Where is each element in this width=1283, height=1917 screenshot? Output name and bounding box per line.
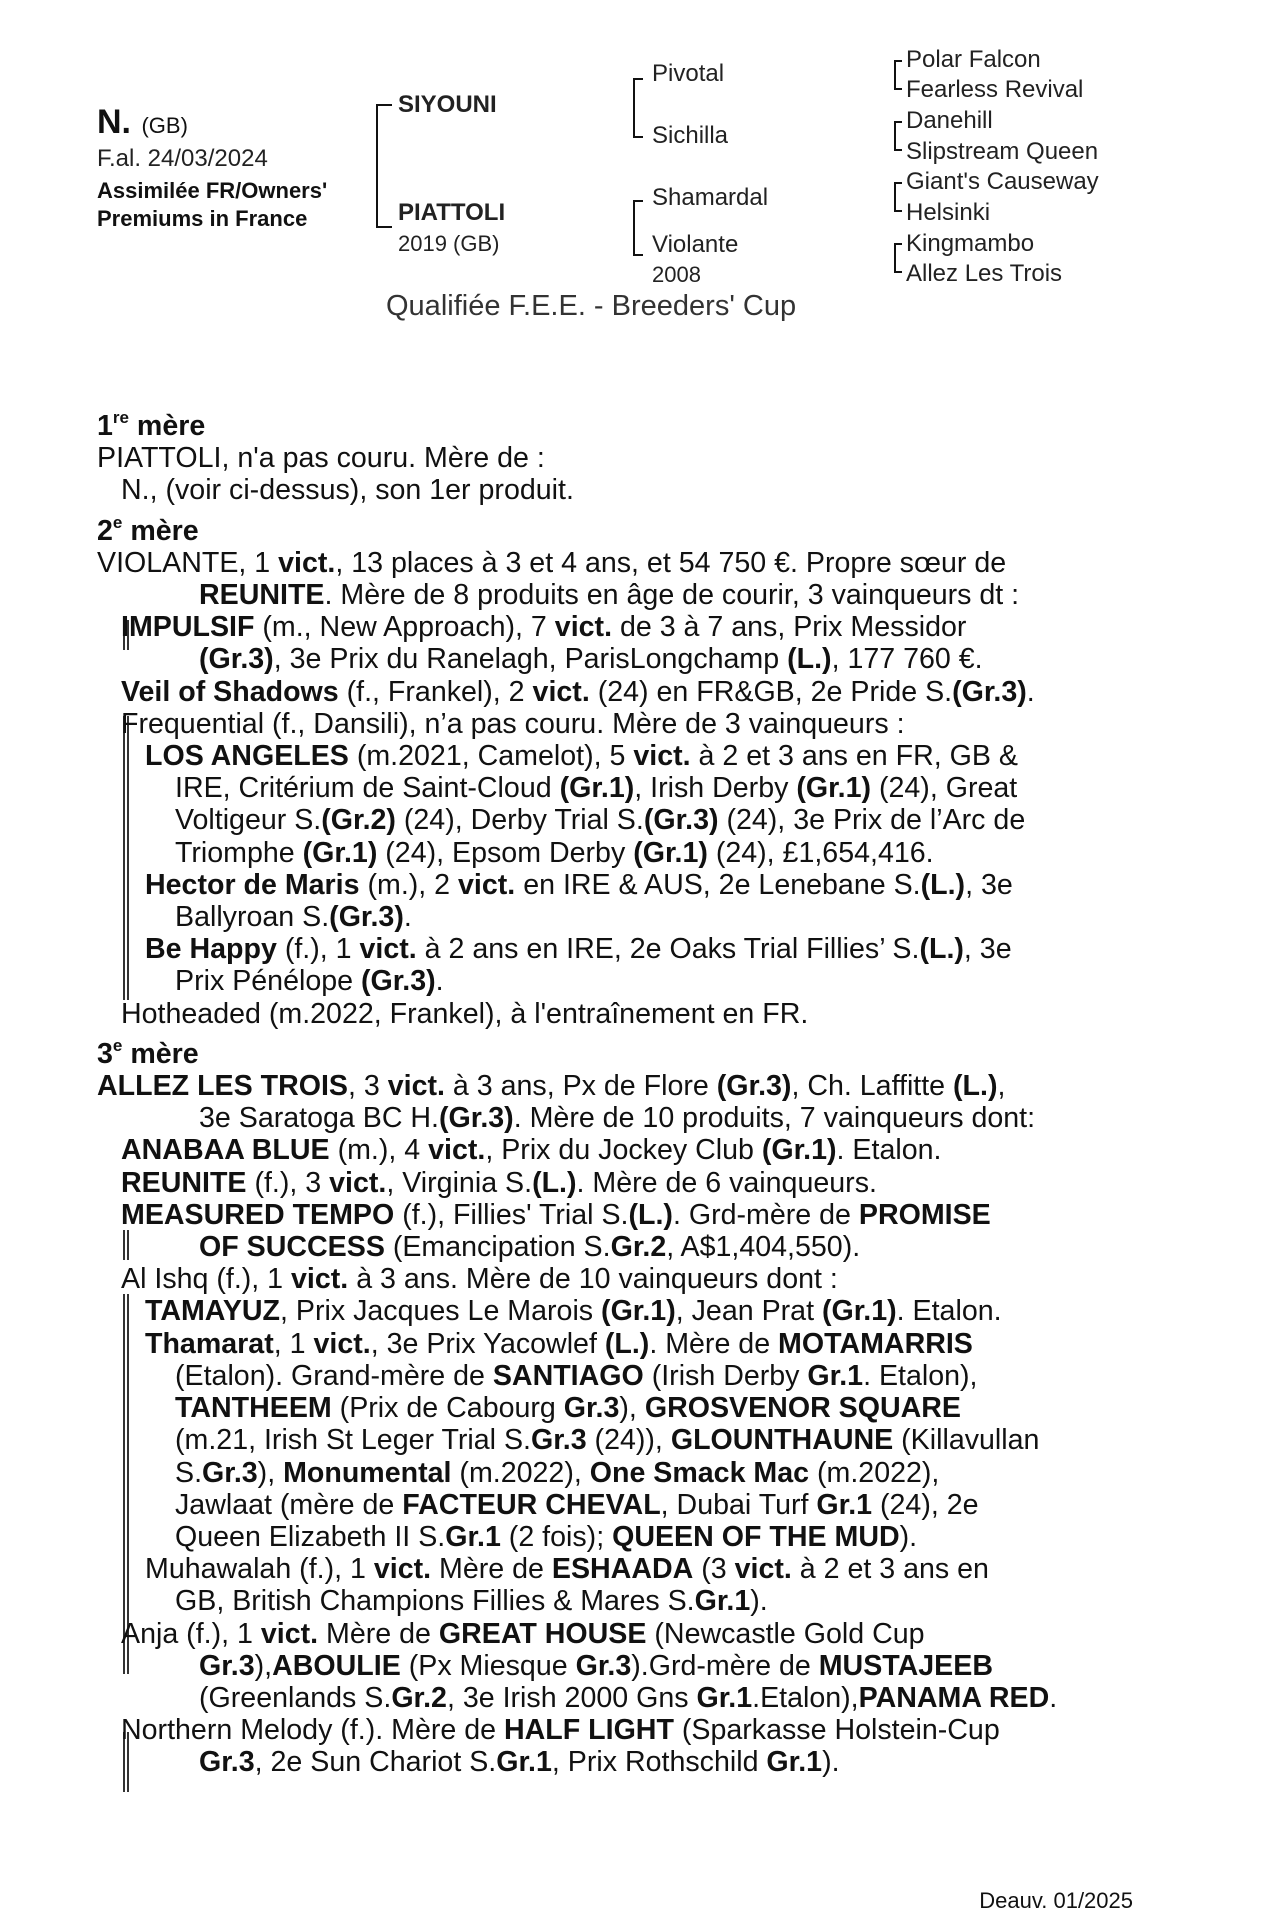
gen3-ancestor: Allez Les Trois (906, 260, 1063, 287)
text-line: ANABAA BLUE (m.), 4 vict., Prix du Jockey Club (Gr.1). Etalon. (121, 1134, 942, 1167)
bracket-gen2-sire (633, 78, 635, 138)
bracket-gen3-1-top (894, 60, 902, 62)
text-line: Prix Pénélope (Gr.3). (175, 965, 444, 998)
horse-origin: (GB) (141, 113, 188, 138)
section-title-3: 3e mère (97, 1035, 199, 1070)
gen3-ancestor: Polar Falcon (906, 46, 1041, 73)
text-line: Voltigeur S.(Gr.2) (24), Derby Trial S.(Gr.3) (24), 3e Prix de l’Arc de (175, 804, 1026, 837)
bracket-gen2-dam-bottom (633, 254, 643, 256)
text-line: Queen Elizabeth II S.Gr.1 (2 fois); QUEEN OF THE MUD). (175, 1520, 918, 1553)
foaled-date: F.al. 24/03/2024 (97, 145, 268, 172)
text-line: (Greenlands S.Gr.2, 3e Irish 2000 Gns Gr.1.Etalon),PANAMA RED. (199, 1681, 1058, 1714)
bracket-gen1 (376, 104, 378, 228)
gen3-ancestor: Kingmambo (906, 230, 1035, 257)
text-line: Gr.3, 2e Sun Chariot S.Gr.1, Prix Rothschild Gr.1). (199, 1746, 840, 1779)
text-line: REUNITE (f.), 3 vict., Virginia S.(L.). Mère de 6 vainqueurs. (121, 1166, 877, 1199)
text-line: Hotheaded (m.2022, Frankel), à l'entraînement en FR. (121, 997, 809, 1030)
text-line: Hector de Maris (m.), 2 vict. en IRE & AUS, 2e Lenebane S.(L.), 3e (145, 868, 1013, 901)
text-line: IRE, Critérium de Saint-Cloud (Gr.1), Irish Derby (Gr.1) (24), Great (175, 772, 1018, 805)
text-line: PIATTOLI, n'a pas couru. Mère de : (97, 442, 545, 475)
gen3-ancestor: Danehill (906, 107, 993, 134)
bracket-gen3-2 (894, 121, 896, 151)
bracket-gen3-3-bottom (894, 210, 902, 212)
text-line: Gr.3),ABOULIE (Px Miesque Gr.3).Grd-mère de MUSTAJEEB (199, 1649, 993, 1682)
text-line: (Etalon). Grand-mère de SANTIAGO (Irish Derby Gr.1. Etalon), (175, 1359, 978, 1392)
text-line: Veil of Shadows (f., Frankel), 2 vict. (24) en FR&GB, 2e Pride S.(Gr.3). (121, 675, 1035, 708)
text-line: MEASURED TEMPO (f.), Fillies' Trial S.(L.). Grd-mère de PROMISE (121, 1198, 991, 1231)
text-line: VIOLANTE, 1 vict., 13 places à 3 et 4 ans, et 54 750 €. Propre sœur de (97, 546, 1007, 579)
text-line: (m.21, Irish St Leger Trial S.Gr.3 (24)), GLOUNTHAUNE (Killavullan (175, 1424, 1040, 1457)
bracket-gen3-2-top (894, 121, 902, 123)
dam-name: PIATTOLI (398, 199, 506, 226)
text-line: Triomphe (Gr.1) (24), Epsom Derby (Gr.1) (24), £1,654,416. (175, 836, 934, 869)
text-line: 3e Saratoga BC H.(Gr.3). Mère de 10 produits, 7 vainqueurs dont: (199, 1102, 1036, 1135)
text-line: Thamarat, 1 vict., 3e Prix Yacowlef (L.). Mère de MOTAMARRIS (145, 1327, 973, 1360)
horse-name-block (97, 103, 188, 142)
bracket-gen3-1-bottom (894, 88, 902, 90)
text-line: Northern Melody (f.). Mère de HALF LIGHT (Sparkasse Holstein-Cup (121, 1714, 1000, 1747)
text-line: IMPULSIF (m., New Approach), 7 vict. de 3 à 7 ans, Prix Messidor (121, 611, 967, 644)
status-line-2: Premiums in France (97, 206, 308, 231)
text-line: Ballyroan S.(Gr.3). (175, 901, 412, 934)
gen3-ancestor: Giant's Causeway (906, 168, 1099, 195)
bracket-gen3-3-top (894, 182, 902, 184)
sire-sire: Pivotal (652, 60, 725, 87)
bracket-gen1-bottom (376, 226, 392, 228)
section-title-1: 1re mère (97, 408, 206, 442)
bracket-gen2-sire-bottom (633, 136, 643, 138)
dam-dam: Violante (652, 231, 739, 258)
text-line: REUNITE. Mère de 8 produits en âge de courir, 3 vainqueurs dt : (199, 579, 1020, 612)
dam-sire: Shamardal (652, 184, 769, 211)
qualification: Qualifiée F.E.E. - Breeders' Cup (386, 290, 797, 322)
gen3-ancestor: Fearless Revival (906, 76, 1084, 103)
text-line: Jawlaat (mère de FACTEUR CHEVAL, Dubai Turf Gr.1 (24), 2e (175, 1488, 979, 1521)
text-line: GB, British Champions Fillies & Mares S.Gr.1). (175, 1585, 768, 1618)
bracket-gen3-4-top (894, 243, 902, 245)
text-line: Anja (f.), 1 vict. Mère de GREAT HOUSE (Newcastle Gold Cup (121, 1617, 925, 1650)
text-line: Be Happy (f.), 1 vict. à 2 ans en IRE, 2e Oaks Trial Fillies’ S.(L.), 3e (145, 933, 1012, 966)
bracket-gen3-3 (894, 182, 896, 212)
text-line: S.Gr.3), Monumental (m.2022), One Smack Mac (m.2022), (175, 1456, 940, 1489)
gen3-ancestor: Slipstream Queen (906, 138, 1099, 165)
catalog-body (97, 402, 1137, 1779)
bracket-gen3-1 (894, 60, 896, 90)
text-line: N., (voir ci-dessus), son 1er produit. (121, 474, 574, 507)
bracket-gen3-2-bottom (894, 149, 902, 151)
sire-dam: Sichilla (652, 122, 729, 149)
bracket-gen3-4-bottom (894, 271, 902, 273)
text-line: TAMAYUZ, Prix Jacques Le Marois (Gr.1), Jean Prat (Gr.1). Etalon. (145, 1295, 1002, 1328)
bracket-gen2-dam (633, 200, 635, 256)
footer-reference: Deauv. 01/2025 (979, 1888, 1133, 1913)
text-line: ALLEZ LES TROIS, 3 vict. à 3 ans, Px de Flore (Gr.3), Ch. Laffitte (L.), (97, 1070, 1006, 1103)
section-title-2: 2e mère (97, 512, 199, 547)
text-line: (Gr.3), 3e Prix du Ranelagh, ParisLongchamp (L.), 177 760 €. (199, 643, 983, 676)
text-line: Frequential (f., Dansili), n’a pas couru. Mère de 3 vainqueurs : (121, 707, 905, 740)
text-line: Al Ishq (f.), 1 vict. à 3 ans. Mère de 10 vainqueurs dont : (121, 1263, 838, 1296)
bracket-gen1-top (376, 104, 392, 106)
dam-dam-year: 2008 (652, 262, 701, 287)
dam-year: 2019 (GB) (398, 231, 500, 256)
status-line-1: Assimilée FR/Owners' (97, 178, 328, 203)
sire-name: SIYOUNI (398, 91, 497, 118)
text-line: LOS ANGELES (m.2021, Camelot), 5 vict. à 2 et 3 ans en FR, GB & (145, 740, 1018, 773)
gen3-ancestor: Helsinki (906, 199, 991, 226)
bracket-gen3-4 (894, 243, 896, 273)
text-line: OF SUCCESS (Emancipation S.Gr.2, A$1,404,550). (199, 1231, 861, 1264)
text-line: Muhawalah (f.), 1 vict. Mère de ESHAADA (3 vict. à 2 et 3 ans en (145, 1553, 989, 1586)
text-line: TANTHEEM (Prix de Cabourg Gr.3), GROSVENOR SQUARE (175, 1392, 961, 1425)
bracket-gen2-dam-top (633, 200, 643, 202)
horse-name: N. (97, 103, 131, 141)
bracket-gen2-sire-top (633, 78, 643, 80)
